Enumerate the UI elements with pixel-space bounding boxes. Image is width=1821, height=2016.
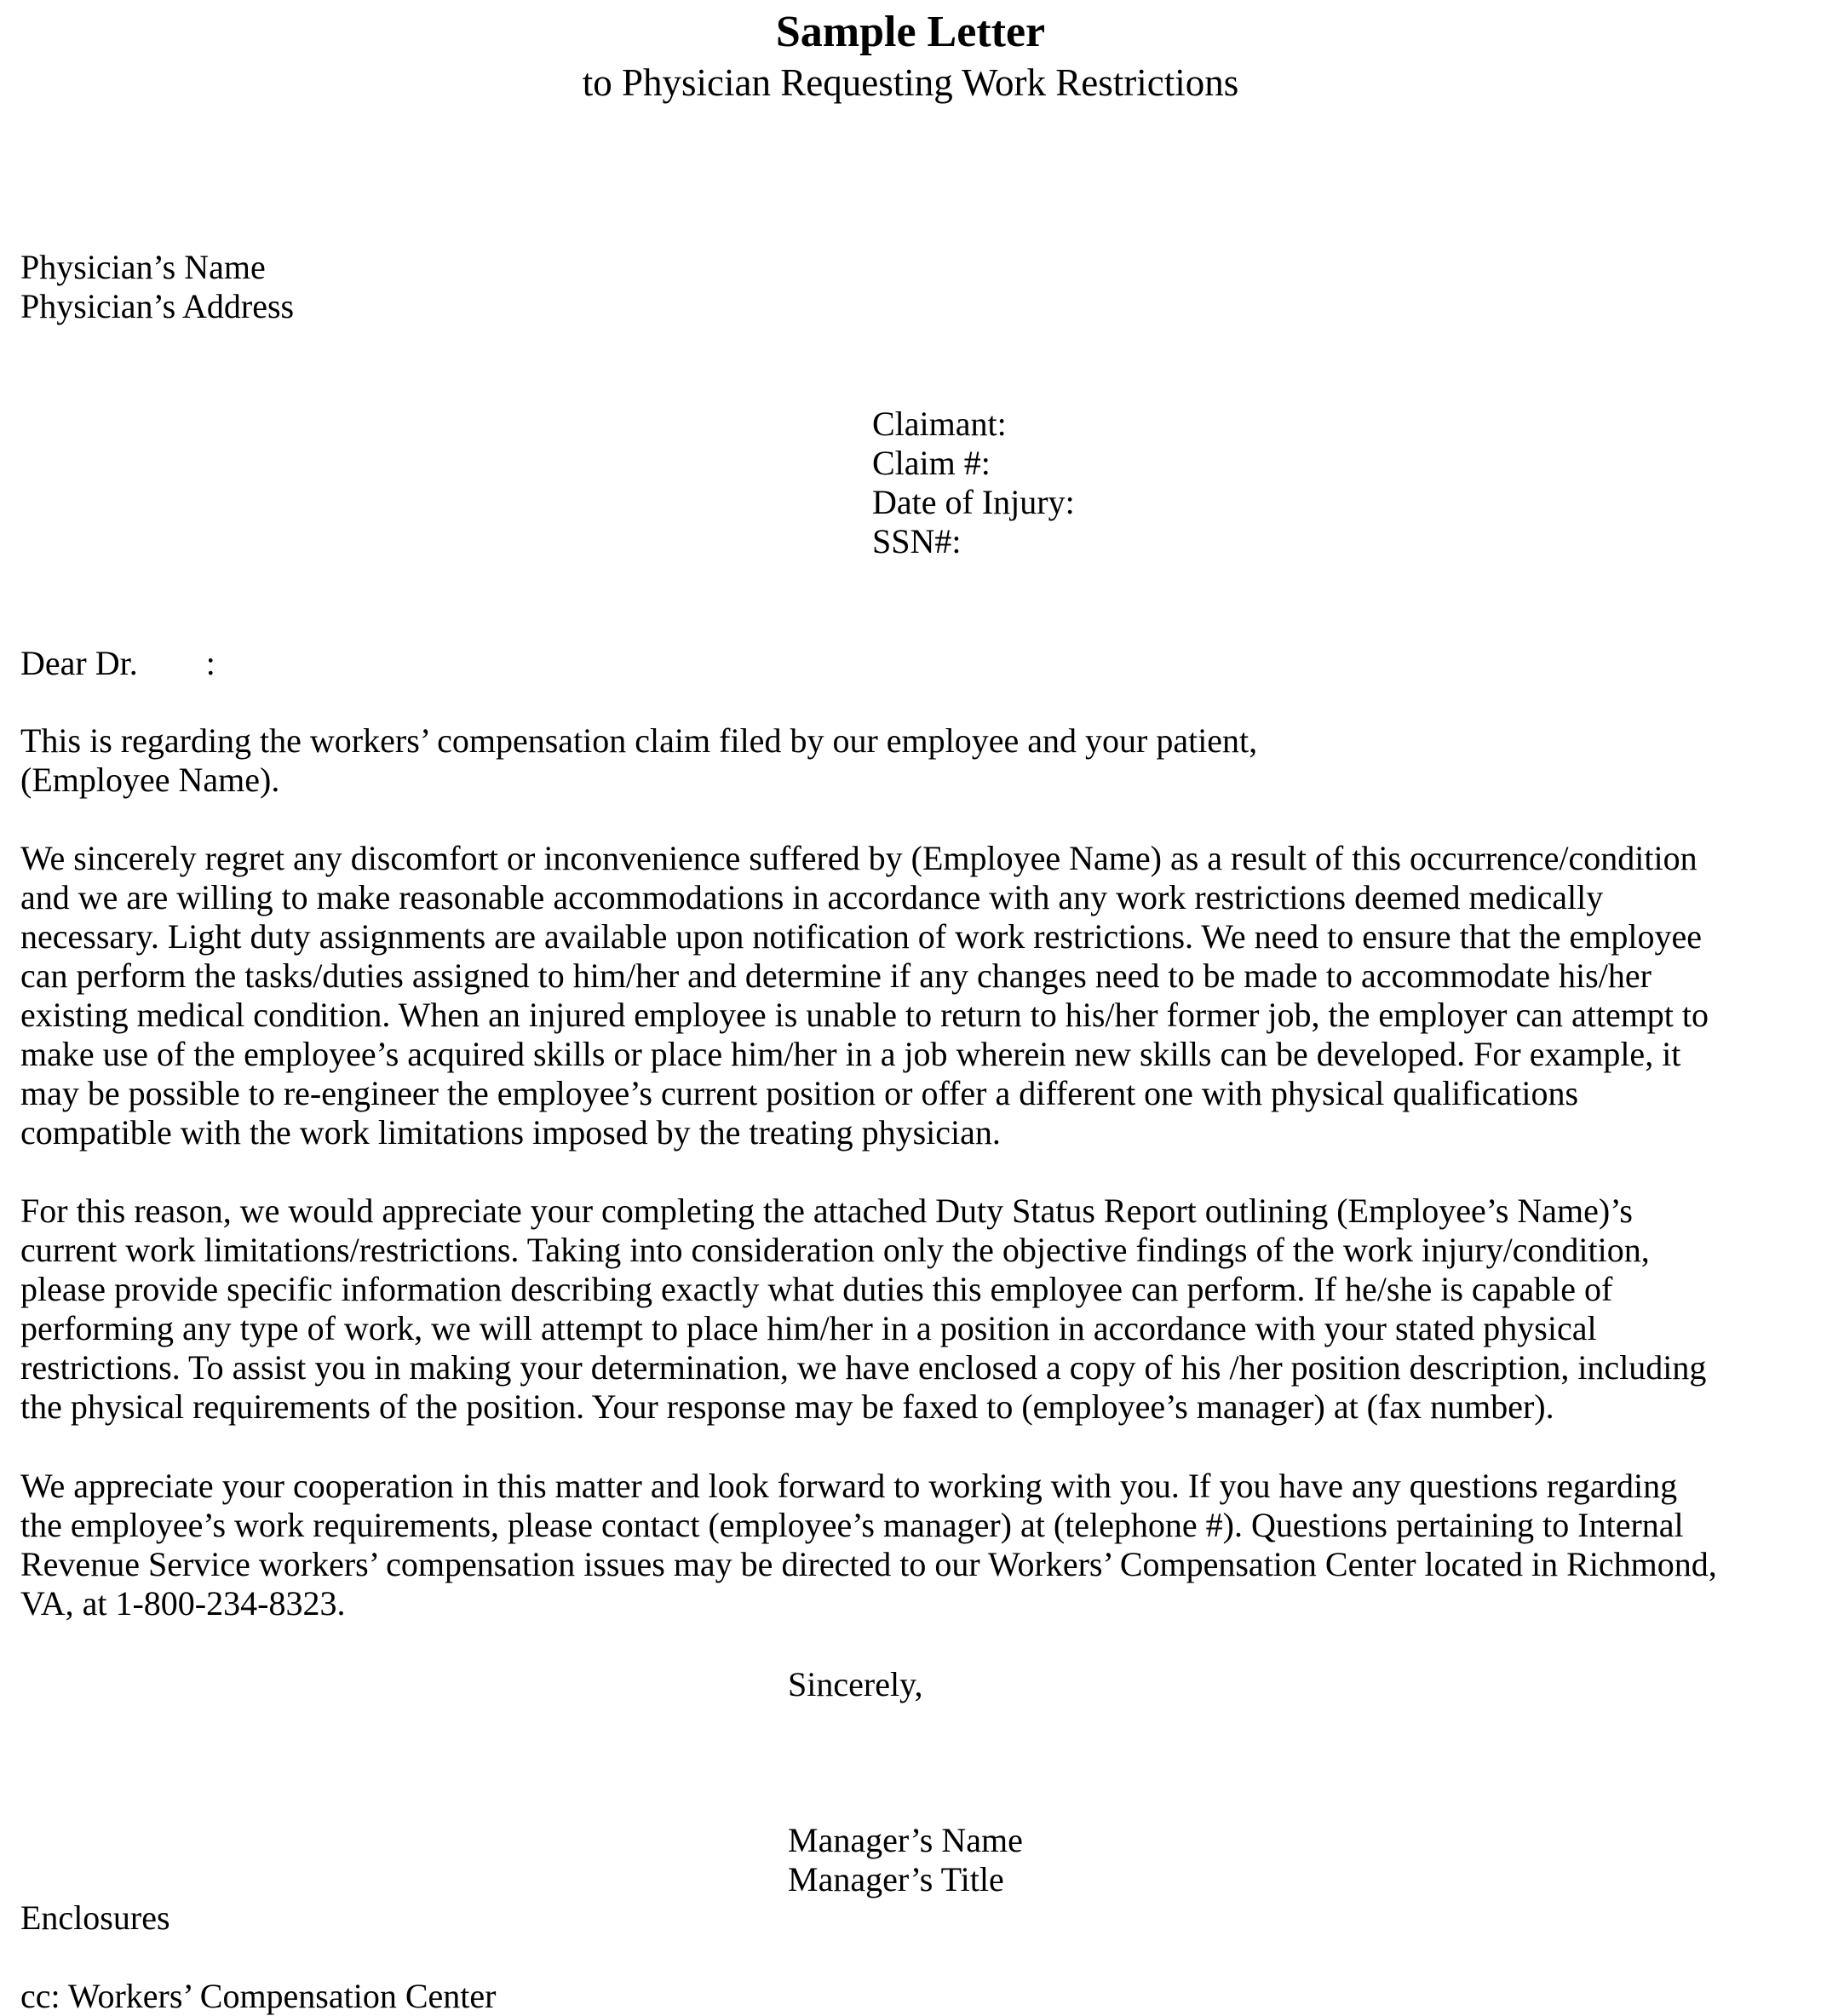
- recipient-block: [20, 248, 294, 326]
- paragraph-line: the employee’s work requirements, please contact (employee’s manager) at (telephone #). Questions pertaining to Internal: [20, 1506, 1684, 1544]
- manager-name: Manager’s Name: [788, 1821, 1023, 1859]
- claimant-label: Claimant:: [872, 405, 1007, 443]
- letter-title: Sample Letter: [775, 8, 1046, 56]
- paragraph-line: Revenue Service workers’ compensation issues may be directed to our Workers’ Compensation Center located in Richmond,: [20, 1545, 1717, 1583]
- paragraph-line: We sincerely regret any discomfort or inconvenience suffered by (Employee Name) as a result of this occurrence/condition: [20, 839, 1697, 877]
- paragraph-line: compatible with the work limitations imposed by the treating physician.: [20, 1113, 1001, 1152]
- paragraph-line: may be possible to re-engineer the employee’s current position or offer a different one with physical qualifications: [20, 1074, 1579, 1112]
- paragraph-line: necessary. Light duty assignments are available upon notification of work restrictions. We need to ensure that the employee: [20, 917, 1702, 956]
- paragraph-line: current work limitations/restrictions. Taking into consideration only the objective findings of the work injury/condition,: [20, 1231, 1650, 1269]
- claim-number-label: Claim #:: [872, 444, 991, 482]
- paragraph-line: (Employee Name).: [20, 761, 280, 799]
- letter-subtitle: to Physician Requesting Work Restrictions: [582, 61, 1239, 104]
- recipient-address: Physician’s Address: [20, 287, 295, 325]
- paragraph-line: and we are willing to make reasonable accommodations in accordance with any work restrictions deemed medically: [20, 878, 1604, 916]
- paragraph-line: VA, at 1-800-234-8323.: [20, 1584, 346, 1623]
- paragraph-4: [20, 1467, 1809, 1623]
- manager-title: Manager’s Title: [788, 1860, 1004, 1898]
- valediction: Sincerely,: [788, 1665, 923, 1703]
- signature-block: [788, 1821, 1023, 1899]
- claim-info-block: [872, 405, 1075, 561]
- paragraph-line: existing medical condition. When an injured employee is unable to return to his/her former job, the employer can attempt to: [20, 996, 1709, 1034]
- enclosures-note: Enclosures: [20, 1898, 170, 1937]
- paragraph-3: [20, 1192, 1809, 1427]
- paragraph-line: can perform the tasks/duties assigned to him/her and determine if any changes need to be made to accommodate his/her: [20, 956, 1652, 995]
- paragraph-line: the physical requirements of the position. Your response may be faxed to (employee’s manager) at (fax number).: [20, 1387, 1554, 1426]
- paragraph-line: For this reason, we would appreciate your completing the attached Duty Status Report outlining (Employee’s Name)’s: [20, 1192, 1633, 1230]
- ssn-label: SSN#:: [872, 522, 962, 560]
- paragraph-line: make use of the employee’s acquired skills or place him/her in a job wherein new skills can be developed. For example, it: [20, 1035, 1681, 1073]
- paragraph-line: We appreciate your cooperation in this matter and look forward to working with you. If you have any questions regarding: [20, 1467, 1678, 1505]
- salutation: Dear Dr. :: [20, 644, 215, 682]
- paragraph-line: please provide specific information describing exactly what duties this employee can perform. If he/she is capable of: [20, 1270, 1613, 1308]
- paragraph-2: [20, 839, 1809, 1152]
- paragraph-line: restrictions. To assist you in making your determination, we have enclosed a copy of his /her position description, including: [20, 1348, 1707, 1387]
- paragraph-line: This is regarding the workers’ compensation claim filed by our employee and your patient,: [20, 721, 1258, 760]
- date-of-injury-label: Date of Injury:: [872, 483, 1075, 521]
- paragraph-1: [20, 721, 1809, 800]
- recipient-name: Physician’s Name: [20, 248, 266, 286]
- paragraph-line: performing any type of work, we will attempt to place him/her in a position in accordance with your stated physical: [20, 1309, 1597, 1347]
- cc-note: cc: Workers’ Compensation Center: [20, 1977, 497, 2015]
